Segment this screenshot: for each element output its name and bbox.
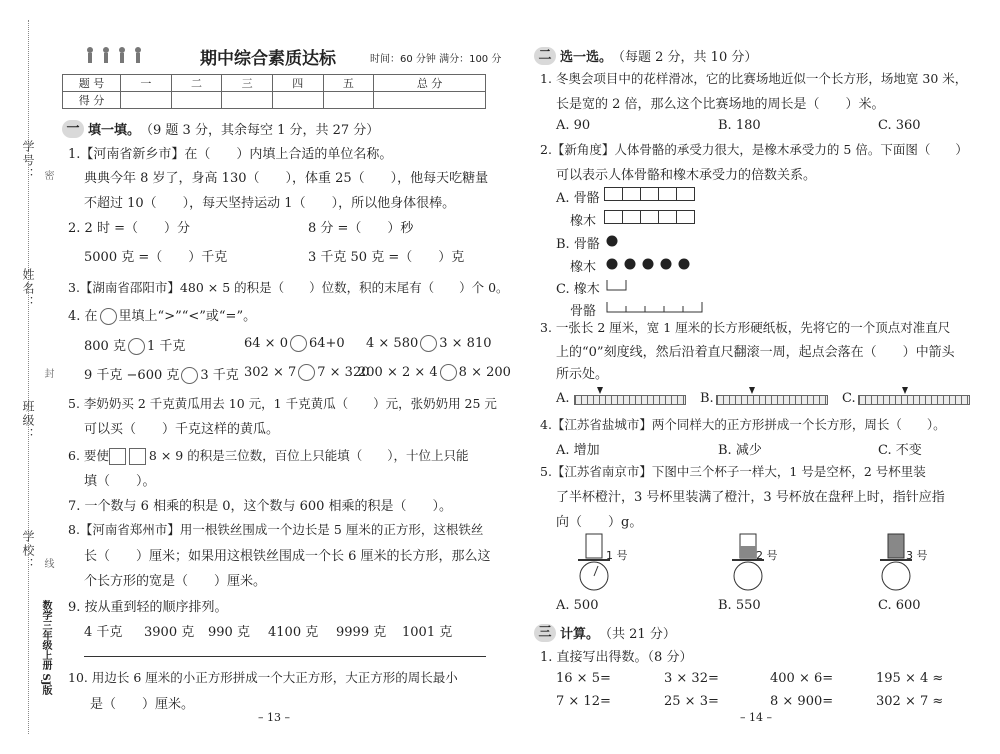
score-cell[interactable] (323, 92, 374, 109)
compare-left: 200 × 2 × 4 (358, 365, 438, 380)
arrow-icon (597, 387, 603, 394)
score-table (62, 74, 486, 109)
compare-left: 800 克 (84, 339, 126, 354)
question-line: 长（ ）厘米；如果用这根铁丝围成一个长 6 厘米的长方形，那么这 (84, 549, 491, 564)
question-line: 2. 2 时 =（ ）分 (68, 221, 190, 236)
compare-right: 3 千克 (200, 368, 239, 383)
option-c[interactable]: C. 360 (878, 118, 921, 133)
calc-item: 25 × 3= (664, 694, 719, 709)
question-line: 上的“0”刻度线，然后沿着直尺翻滚一周，起点会落在（ ）中箭头 (556, 345, 955, 360)
option-a[interactable]: A. (556, 391, 570, 406)
section-1-header (62, 119, 379, 138)
question-line: 1. 冬奥会项目中的花样滑冰，它的比赛场地近似一个长方形，场地宽 30 米， (540, 71, 968, 86)
student-id-label: 学号： (21, 140, 35, 182)
cup-label: 1 号 (606, 549, 628, 562)
bar-label: 橡木 (570, 214, 597, 229)
question-line: 向（ ）g。 (556, 515, 643, 530)
seg-oak (606, 278, 628, 292)
question-line: 3.【湖南省邵阳市】480 × 5 的积是（ ）位数，积的末尾有（ ）个 0。 (68, 280, 509, 295)
weight-item: 4100 克 (268, 625, 319, 640)
score-cell[interactable] (272, 92, 323, 109)
book-title: 数学三年级上册 SJ版 (40, 600, 51, 696)
q6-text: 8 × 9 的积是三位数，百位上只能填（ ），十位上只能 (148, 448, 469, 463)
q6-text: 6. 要使 (68, 448, 109, 463)
binding-margin (0, 0, 62, 754)
dot-bones (606, 234, 620, 248)
question-line: 1.【河南省新乡市】在（ ）内填上合适的单位名称。 (68, 147, 393, 162)
question-line (68, 446, 468, 465)
question-line: 所示处。 (556, 367, 609, 382)
question-line: 可以表示人体骨骼和橡木承受力的倍数关系。 (556, 168, 817, 183)
compare-circle[interactable] (290, 335, 307, 352)
ruler-b (716, 395, 828, 405)
score-cell[interactable] (121, 92, 172, 109)
compare-circle[interactable] (420, 335, 437, 352)
q4-text: 4. 在 (68, 309, 98, 324)
question-line: 填（ ）。 (84, 474, 156, 489)
compare-item (244, 364, 370, 381)
score-header: 二 (171, 75, 222, 92)
question-line: 5. 李奶奶买 2 千克黄瓜用去 10 元，1 千克黄瓜（ ）元，张奶奶用 25 元 (68, 396, 497, 411)
option-a[interactable]: A. 90 (556, 118, 591, 133)
option-c[interactable]: C. 不变 (878, 443, 922, 458)
option-b[interactable]: B. (700, 391, 714, 406)
compare-circle[interactable] (100, 308, 117, 325)
compare-right: 8 × 200 (458, 365, 511, 380)
calc-item: 3 × 32= (664, 671, 719, 686)
question-line: 7. 一个数与 6 相乘的积是 0，这个数与 600 相乘的积是（ ）。 (68, 499, 453, 514)
compare-left: 4 × 580 (366, 336, 419, 351)
question-line: 4.【江苏省盐城市】两个同样大的正方形拼成一个长方形，周长（ ）。 (540, 417, 946, 432)
weight-item: 9999 克 (336, 625, 387, 640)
compare-circle[interactable] (298, 364, 315, 381)
question-line: 是（ ）厘米。 (90, 697, 195, 712)
weight-item: 3900 克 (144, 625, 195, 640)
question-line: 2.【新角度】人体骨骼的承受力很大，是橡木承受力的 5 倍。下面图（ ） (540, 142, 968, 157)
option-c[interactable]: C. 橡木 (556, 282, 600, 297)
ruler-a (574, 395, 686, 405)
page-left (62, 0, 511, 754)
option-b[interactable]: B. 180 (718, 118, 761, 133)
question-line: 5.【江苏省南京市】下图中三个杯子一样大，1 号是空杯，2 号杯里装 (540, 464, 926, 479)
section-3-header (534, 623, 676, 642)
compare-item (84, 335, 185, 355)
question-line: 8 分 =（ ）秒 (308, 221, 414, 236)
score-header: 题 号 (63, 75, 121, 92)
question-line: 了半杯橙汁，3 号杯里装满了橙汁，3 号杯放在盘秤上时，指针应指 (556, 490, 945, 505)
section-badge: 一 (62, 120, 84, 138)
score-cell[interactable] (222, 92, 273, 109)
score-row-label: 得 分 (63, 92, 121, 109)
cup-label: 2 号 (756, 549, 778, 562)
compare-circle[interactable] (181, 367, 198, 384)
question-line: 3 千克 50 克 =（ ）克 (308, 250, 465, 265)
page-number: – 14 – (740, 711, 772, 724)
calc-item: 302 × 7 ≈ (876, 694, 944, 709)
compare-item (84, 364, 239, 384)
score-header: 五 (323, 75, 374, 92)
section-badge: 二 (534, 47, 556, 65)
q4-text: 里填上“>”“<”或“=”。 (118, 309, 257, 324)
compare-item (366, 335, 492, 352)
class-label: 班级： (21, 400, 35, 442)
compare-circle[interactable] (440, 364, 457, 381)
seg-bones (606, 300, 706, 314)
option-c[interactable]: C. (842, 391, 856, 406)
section-2-header (534, 46, 757, 65)
compare-right: 3 × 810 (439, 336, 492, 351)
section-badge: 三 (534, 624, 556, 642)
question-line: 典典今年 8 岁了，身高 130（ ），体重 25（ ），他每天吃糖量 (84, 171, 489, 186)
bar-bones (604, 186, 704, 206)
exam-meta: 时间：60 分钟 满分：100 分 (370, 54, 502, 65)
answer-line[interactable] (84, 656, 486, 657)
question-line: 3. 一张长 2 厘米，宽 1 厘米的长方形硬纸板，先将它的一个顶点对准直尺 (540, 320, 951, 335)
option-a[interactable]: A. 骨骼 (556, 191, 600, 206)
section-note: （9 题 3 分，其余每空 1 分，共 27 分） (140, 123, 380, 138)
seal-char: 线 (42, 558, 53, 568)
question-line: 长是宽的 2 倍，那么这个比赛场地的周长是（ ）米。 (556, 97, 885, 112)
option-a[interactable]: A. 500 (556, 598, 599, 613)
compare-item (244, 335, 345, 352)
calc-item: 400 × 6= (770, 671, 834, 686)
digit-box[interactable] (109, 448, 126, 465)
section-title: 填一填。 (88, 123, 141, 138)
question-line: 不超过 10（ ），每天坚持运动 1（ ），所以他身体很棒。 (84, 196, 456, 211)
dot-label: 橡木 (570, 260, 597, 275)
option-c[interactable]: C. 600 (878, 598, 921, 613)
score-cell[interactable] (374, 92, 486, 109)
score-header: 四 (272, 75, 323, 92)
option-b[interactable]: B. 550 (718, 598, 761, 613)
name-label: 姓名： (21, 268, 35, 310)
page-title: 期中综合素质达标 (200, 49, 336, 69)
weight-item: 1001 克 (402, 625, 453, 640)
score-header: 总 分 (374, 75, 486, 92)
question-line: 9. 按从重到轻的顺序排列。 (68, 600, 228, 615)
bar-oak (604, 209, 704, 229)
section-note: （共 21 分） (599, 627, 676, 642)
compare-circle[interactable] (128, 338, 145, 355)
cup-label: 3 号 (906, 549, 928, 562)
figures-logo-icon (84, 46, 152, 68)
score-header: 三 (222, 75, 273, 92)
school-label: 学校： (21, 530, 35, 572)
seal-char: 密 (42, 170, 53, 180)
compare-left: 64 × 0 (244, 336, 288, 351)
question-line: 个长方形的宽是（ ）厘米。 (84, 574, 267, 589)
seal-char: 封 (42, 368, 53, 378)
option-b[interactable]: B. 减少 (718, 443, 762, 458)
page-number: – 13 – (258, 711, 290, 724)
compare-left: 9 千克 −600 克 (84, 368, 180, 383)
arrow-icon (902, 387, 908, 394)
cut-line (28, 20, 29, 734)
calc-item: 16 × 5= (556, 671, 611, 686)
section-title: 选一选。 (560, 50, 613, 65)
compare-right: 1 千克 (146, 339, 186, 354)
arrow-icon (749, 387, 755, 394)
score-cell[interactable] (171, 92, 222, 109)
dots-oak (606, 257, 696, 271)
digit-box[interactable] (129, 448, 146, 465)
calc-item: 8 × 900= (770, 694, 834, 709)
question-line: 10. 用边长 6 厘米的小正方形拼成一个大正方形，大正方形的周长最小 (68, 670, 458, 685)
question-line (68, 305, 256, 325)
ruler-c (858, 395, 970, 405)
score-header: 一 (121, 75, 172, 92)
option-b[interactable]: B. 骨骼 (556, 237, 600, 252)
calc-item: 7 × 12= (556, 694, 611, 709)
question-line: 5000 克 =（ ）千克 (84, 250, 228, 265)
section-note: （每题 2 分，共 10 分） (612, 50, 758, 65)
compare-left: 302 × 7 (244, 365, 297, 380)
question-line: 可以买（ ）千克这样的黄瓜。 (84, 422, 280, 437)
question-line: 1. 直接写出得数。（8 分） (540, 650, 693, 665)
weight-item: 4 千克 (84, 625, 123, 640)
compare-right: 7 × 320 (317, 365, 370, 380)
page-right (530, 0, 970, 754)
question-line: 8.【河南省郑州市】用一根铁丝围成一个边长是 5 厘米的正方形，这根铁丝 (68, 522, 484, 537)
compare-item (358, 364, 511, 381)
seg-label: 骨骼 (570, 304, 597, 319)
section-title: 计算。 (560, 627, 600, 642)
option-a[interactable]: A. 增加 (556, 443, 600, 458)
calc-item: 195 × 4 ≈ (876, 671, 944, 686)
compare-right: 64+0 (308, 336, 345, 351)
weight-item: 990 克 (208, 625, 250, 640)
